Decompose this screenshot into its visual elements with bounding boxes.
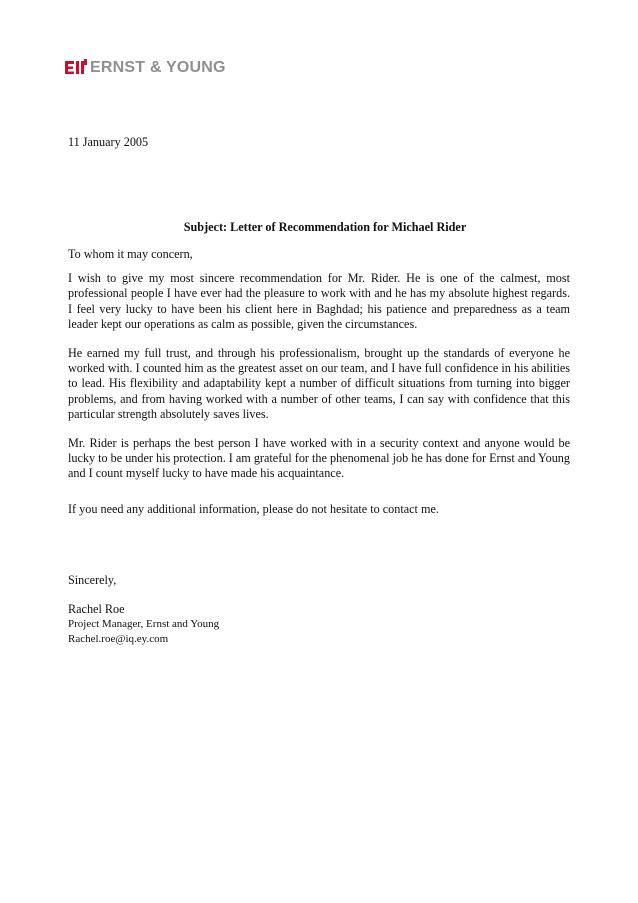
signer-name: Rachel Roe: [68, 602, 125, 616]
letter-paragraph: He earned my full trust, and through his professionalism, brought up the standards of everyone he worked with. I counted him as the greatest asset on our team, and I have full confidence in his abilities to lead. His flexibility and adaptability kept a number of difficult situations from turning into bigger problems, and from having worked with a number of other teams, I can say with confidence that this particular strength absolutely saves lives.: [68, 346, 570, 421]
letter-closing-line: If you need any additional information, please do not hesitate to contact me.: [68, 501, 439, 516]
letter-date: 11 January 2005: [68, 135, 149, 149]
letter-salutation: To whom it may concern,: [68, 247, 193, 261]
signature-block: [68, 602, 219, 647]
signer-title: Project Manager, Ernst and Young: [68, 618, 220, 630]
letter-body: [68, 247, 570, 517]
company-logo-text: ERNST & YOUNG: [90, 58, 226, 76]
letter-signoff: Sincerely,: [68, 573, 117, 587]
ernst-young-logo-mark-icon: [65, 59, 87, 76]
company-logo: [65, 59, 226, 76]
signer-email: Rachel.roe@iq.ey.com: [68, 633, 169, 645]
letter-paragraph: Mr. Rider is perhaps the best person I have worked with in a security context and anyone would be lucky to be under his protection. I am grateful for the phenomenal job he has done for Ernst and Young and I count myself lucky to have made his acquaintance.: [68, 436, 570, 481]
letter-subject: Subject: Letter of Recommendation for Michael Rider: [183, 220, 467, 234]
letter-paragraph: I wish to give my most sincere recommendation for Mr. Rider. He is one of the calmest, most professional people I have ever had the pleasure to work with and he has my absolute highest regards. I feel very lucky to have been his client here in Baghdad; his patience and preparedness as a team leader kept our operations as calm as possible, given the circumstances.: [68, 271, 570, 331]
